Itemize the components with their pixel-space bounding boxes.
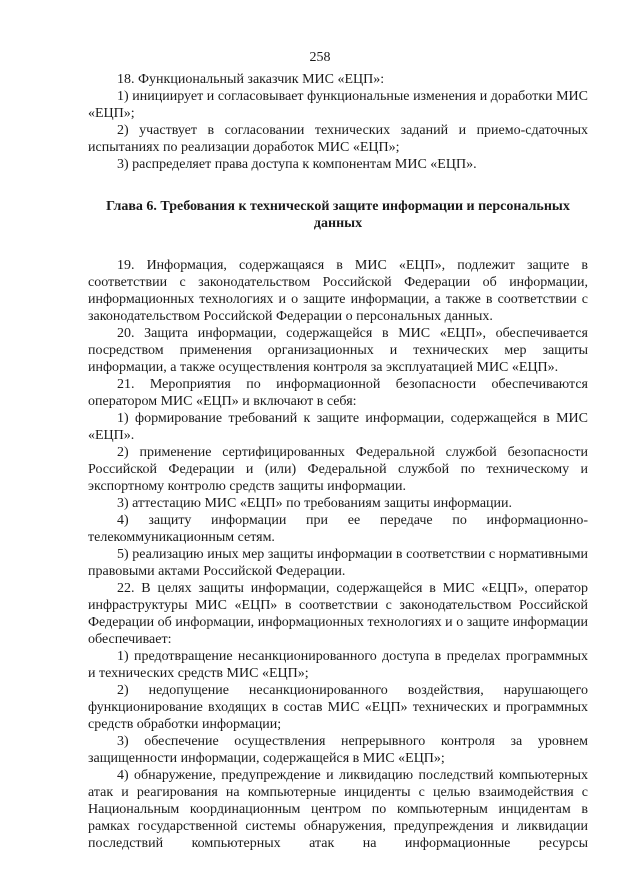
paragraph-21-item-2: 2) применение сертифицированных Федеральной службой безопасности Российской Федерации и (или) Федеральной службой по техническому и экспортному контролю средств защиты информации. [88,445,588,494]
paragraph-21: 21. Мероприятия по информационной безопасности обеспечиваются оператором МИС «ЕЦП» и включают в себя: [88,377,588,409]
paragraph-22-item-2: 2) недопущение несанкционированного воздействия, нарушающего функционирование входящих в состав МИС «ЕЦП» технических и программных средств обработки информации; [88,683,588,732]
document-body [88,71,588,852]
paragraph-22: 22. В целях защиты информации, содержащейся в МИС «ЕЦП», оператор инфраструктуры МИС «ЕЦП» в соответствии с законодательством Российской Федерации об информации, информационных технологиях и о защите информации обеспечивает: [88,581,588,647]
section-18-item-1: 1) инициирует и согласовывает функциональные изменения и доработки МИС «ЕЦП»; [88,89,588,121]
paragraph-19: 19. Информация, содержащаяся в МИС «ЕЦП», подлежит защите в соответствии с законодательством Российской Федерации об информации, информационных технологиях и о защите информации, а также в соответствии с законодательством Российской Федерации о персональных данных. [88,258,588,324]
paragraph-22-item-4: 4) обнаружение, предупреждение и ликвидацию последствий компьютерных атак и реагирования на компьютерные инциденты с целью взаимодействия с Национальным координационным центром по компьютерным инцидентам в рамках государственной системы обнаружения, предупреждения и ликвидации последствий компьютерных атак на информационные ресурсы [88,768,588,851]
paragraph-22-item-3: 3) обеспечение осуществления непрерывного контроля за уровнем защищенности информации, содержащейся в МИС «ЕЦП»; [88,734,588,766]
paragraph-22-item-1: 1) предотвращение несанкционированного доступа в пределах программных и технических средств МИС «ЕЦП»; [88,649,588,681]
paragraph-20: 20. Защита информации, содержащейся в МИС «ЕЦП», обеспечивается посредством применения организационных и технических мер защиты информации, а также осуществления контроля за эксплуатацией МИС «ЕЦП». [88,326,588,375]
paragraph-21-item-3: 3) аттестацию МИС «ЕЦП» по требованиям защиты информации. [117,496,513,511]
section-18-item-3: 3) распределяет права доступа к компонентам МИС «ЕЦП». [117,157,477,172]
paragraph-21-item-4: 4) защиту информации при ее передаче по информационно-телекоммуникационным сетям. [88,513,588,545]
chapter-title: Глава 6. Требования к технической защите информации и персональных данных [106,199,570,231]
page-number: 258 [309,50,331,65]
paragraph-21-item-5: 5) реализацию иных мер защиты информации в соответствии с нормативными правовыми актами Российской Федерации. [88,547,588,579]
section-18-heading: 18. Функциональный заказчик МИС «ЕЦП»: [117,72,385,87]
section-18-item-2: 2) участвует в согласовании технических заданий и приемо-сдаточных испытаниях по реализации доработок МИС «ЕЦП»; [88,123,588,155]
paragraph-21-item-1: 1) формирование требований к защите информации, содержащейся в МИС «ЕЦП». [88,411,588,443]
